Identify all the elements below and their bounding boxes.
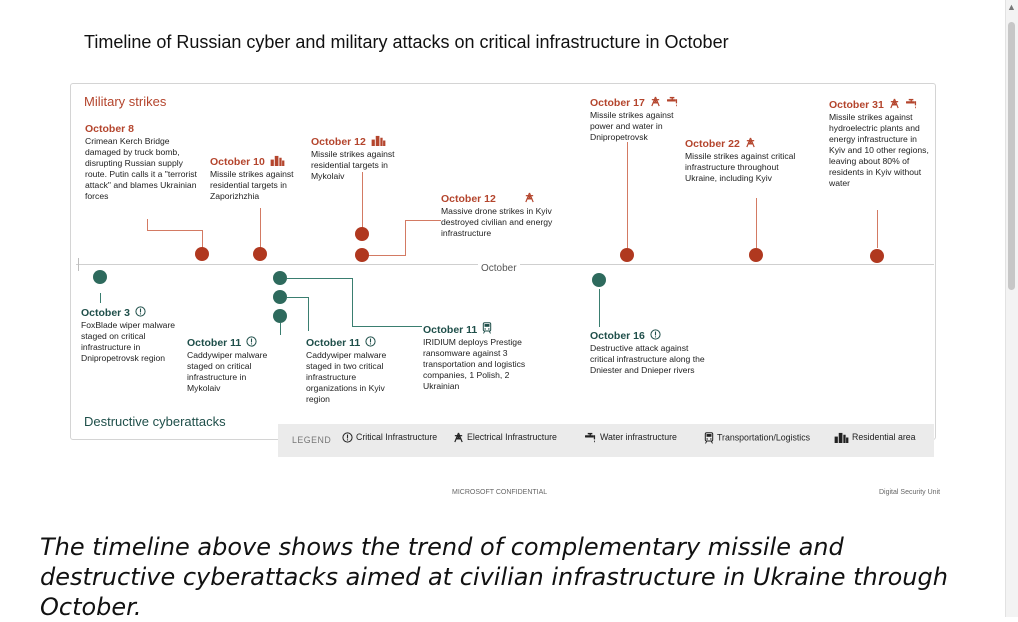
event-date: October 3: [81, 307, 131, 319]
legend-label: Transportation/Logistics: [717, 432, 811, 443]
military-event-oct-8: [85, 122, 197, 202]
connector-line: [202, 230, 203, 248]
connector-line: [756, 198, 757, 248]
legend-title: LEGEND: [292, 435, 332, 445]
event-description: Massive drone strikes in Kyiv destroyed civilian and energy infrastructure: [441, 206, 553, 238]
scroll-up-arrow-icon[interactable]: ▲: [1007, 2, 1016, 12]
connector-line: [877, 210, 878, 248]
cyberattack-marker: [273, 271, 287, 285]
cyberattack-marker: [273, 290, 287, 304]
timeline-axis-label: October: [478, 263, 520, 274]
event-date: October 11: [423, 324, 478, 336]
connector-line: [260, 208, 261, 248]
legend-item-water: [584, 432, 677, 443]
military-event-oct-17: [590, 96, 680, 143]
event-description: Destructive attack against critical infrastructure along the Dniester and Dnieper rivers: [590, 343, 705, 375]
legend-item-critical: [342, 432, 437, 443]
electrical-infrastructure-icon: [650, 96, 661, 107]
legend-item-transport: [704, 432, 810, 444]
cyber-event-oct-3: [81, 306, 177, 364]
military-event-oct-22: [685, 137, 809, 184]
military-strike-marker: [749, 248, 763, 262]
connector-line: [100, 293, 101, 303]
electrical-infrastructure-icon: [889, 98, 900, 109]
transportation-logistics-icon: [704, 432, 714, 444]
residential-area-icon: [371, 135, 386, 146]
military-strike-marker: [355, 227, 369, 241]
event-date: October 11: [187, 337, 242, 349]
connector-line: [287, 297, 309, 298]
legend: [278, 424, 934, 457]
connector-line: [308, 297, 309, 331]
event-date: October 12: [311, 136, 366, 148]
event-date: October 17: [590, 97, 645, 109]
connector-line: [627, 142, 628, 248]
military-strike-marker: [620, 248, 634, 262]
cyber-event-oct-16: [590, 329, 708, 376]
event-description: FoxBlade wiper malware staged on critical infrastructure in Dnipropetrovsk region: [81, 320, 176, 363]
connector-line: [352, 326, 422, 327]
residential-area-icon: [270, 155, 285, 166]
legend-item-electrical: [453, 432, 557, 443]
cyberattack-marker: [273, 309, 287, 323]
legend-label: Water infrastructure: [600, 432, 677, 442]
water-infrastructure-icon: [905, 98, 918, 109]
military-strike-marker: [195, 247, 209, 261]
connector-line: [352, 278, 353, 327]
water-infrastructure-icon: [666, 96, 679, 107]
military-event-oct-31: [829, 98, 929, 189]
event-description: Missile strikes against hydroelectric plants and energy infrastructure in Kyiv and 10 other regions, leaving about 80% of residents in Kyiv without water: [829, 112, 929, 188]
event-description: Crimean Kerch Bridge damaged by truck bomb, disrupting Russian supply route. Putin calls it a "terrorist attack" and blames Ukrainian forces: [85, 136, 197, 201]
event-description: Caddywiper malware staged in two critical infrastructure organizations in Kyiv region: [306, 350, 387, 404]
footer-confidential: MICROSOFT CONFIDENTIAL: [452, 489, 548, 496]
cyberattack-marker: [592, 273, 606, 287]
event-date: October 16: [590, 330, 645, 342]
water-infrastructure-icon: [584, 432, 597, 443]
event-description: Missile strikes against power and water in Dnipropetrovsk: [590, 110, 674, 142]
military-strikes-heading: Military strikes: [84, 94, 167, 109]
connector-line: [147, 230, 202, 231]
event-date: October 11: [306, 337, 361, 349]
connector-line: [405, 220, 406, 256]
military-event-oct-10: [210, 155, 294, 202]
residential-area-icon: [834, 432, 849, 443]
legend-item-residential: [834, 432, 916, 443]
page-title: Timeline of Russian cyber and military attacks on critical infrastructure in October: [84, 32, 729, 52]
connector-line: [362, 172, 363, 228]
critical-infrastructure-icon: [365, 336, 376, 347]
cyber-event-oct-11-kyiv: [306, 336, 404, 405]
critical-infrastructure-icon: [342, 432, 353, 443]
cyber-event-oct-11-mykolaiv: [187, 336, 279, 394]
legend-label: Electrical Infrastructure: [467, 432, 557, 442]
figure-caption: The timeline above shows the trend of complementary missile and destructive cyberattacks aimed at civilian infrastructure in Ukraine through October.: [40, 533, 948, 621]
scrollbar-thumb[interactable]: [1008, 22, 1015, 290]
critical-infrastructure-icon: [135, 306, 146, 317]
military-event-oct-12-kyiv: [441, 192, 561, 239]
military-strike-marker: [870, 249, 884, 263]
critical-infrastructure-icon: [246, 336, 257, 347]
connector-line: [599, 289, 600, 327]
connector-line: [287, 278, 353, 279]
event-date: October 8: [85, 123, 135, 135]
event-date: October 10: [210, 156, 265, 168]
military-strike-marker: [355, 248, 369, 262]
military-event-oct-12-mykolaiv: [311, 135, 423, 182]
connector-line: [405, 220, 441, 221]
legend-label: Residential area: [852, 432, 916, 442]
cyber-event-oct-11-iridium: [423, 322, 545, 392]
electrical-infrastructure-icon: [453, 432, 464, 443]
event-date: October 12: [441, 193, 496, 205]
transportation-logistics-icon: [482, 322, 492, 334]
destructive-cyberattacks-heading: Destructive cyberattacks: [84, 414, 226, 429]
critical-infrastructure-icon: [650, 329, 661, 340]
military-strike-marker: [253, 247, 267, 261]
footer-unit: Digital Security Unit: [879, 489, 941, 496]
event-date: October 31: [829, 99, 884, 111]
timeline-axis-tick: [78, 258, 79, 271]
event-date: October 22: [685, 138, 740, 150]
event-description: Missile strikes against residential targets in Zaporizhzhia: [210, 169, 294, 201]
cyberattack-marker: [93, 270, 107, 284]
electrical-infrastructure-icon: [745, 137, 756, 148]
event-description: Missile strikes against residential targets in Mykolaiv: [311, 149, 395, 181]
event-description: Missile strikes against critical infrastructure throughout Ukraine, including Kyiv: [685, 151, 796, 183]
legend-label: Critical Infrastructure: [356, 432, 438, 442]
electrical-infrastructure-icon: [524, 192, 535, 203]
connector-line: [280, 323, 281, 335]
event-description: Caddywiper malware staged on critical infrastructure in Mykolaiv: [187, 350, 268, 393]
event-description: IRIDIUM deploys Prestige ransomware against 3 transportation and logistics companies, 1 Polish, 2 Ukrainian: [423, 337, 526, 391]
